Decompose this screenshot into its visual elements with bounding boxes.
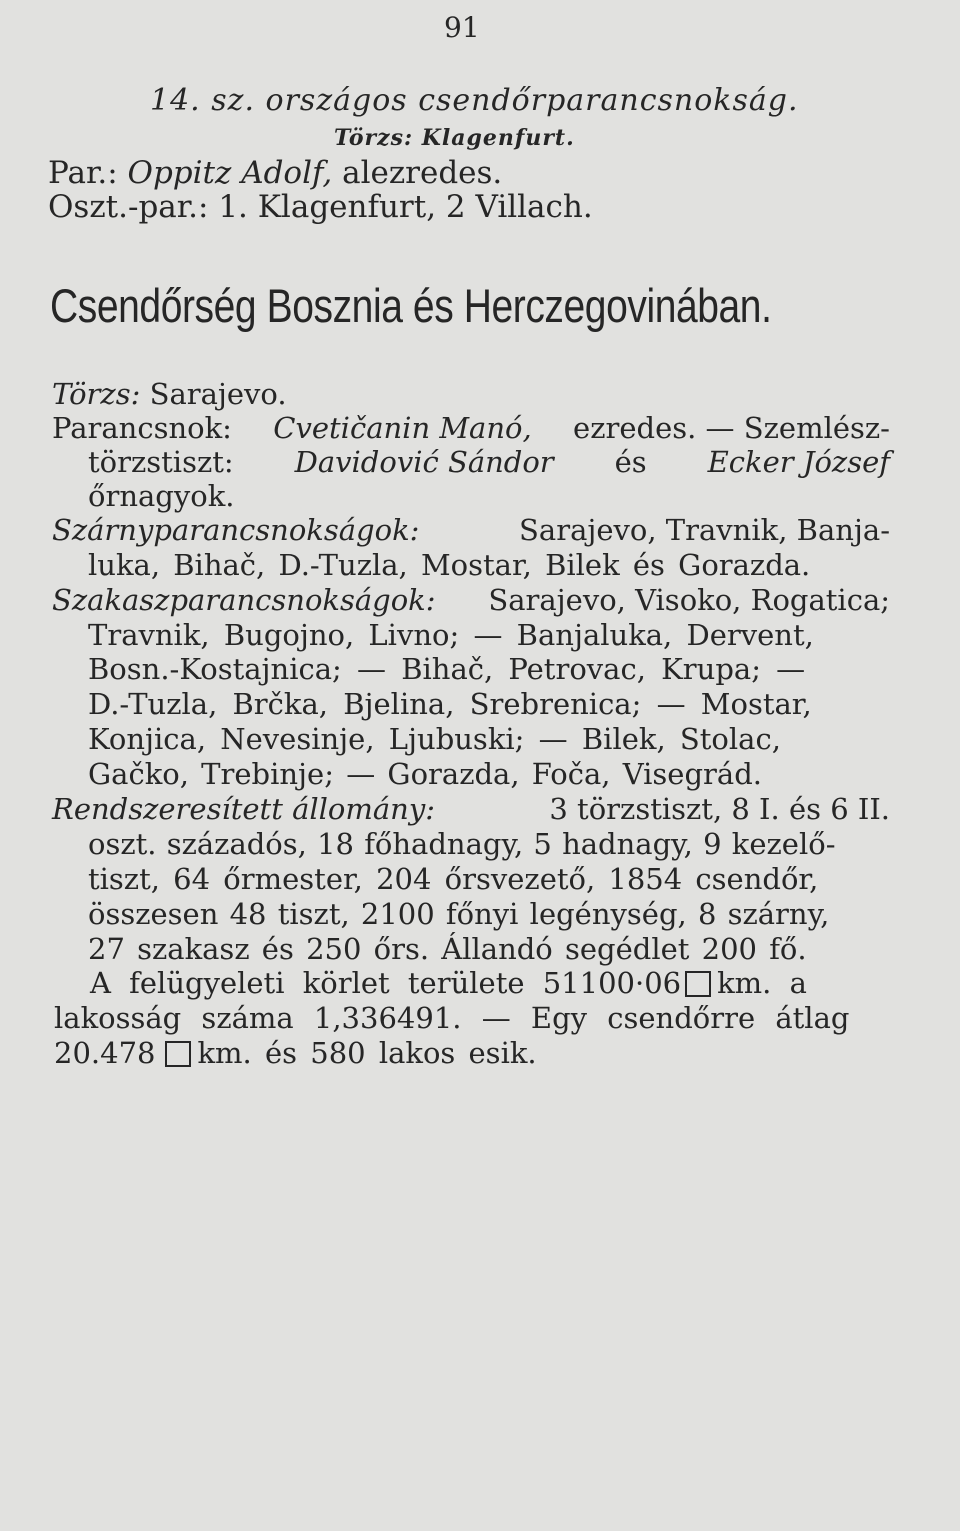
text-line-1 [52, 411, 890, 445]
text-span: törzstiszt: [88, 445, 234, 479]
text-line-14: tiszt, 64 őrmester, 204 őrsvezető, 1854 csendőr, [88, 862, 819, 896]
commander-name: Oppitz Adolf, [127, 155, 333, 191]
text-line-18: lakosság száma 1,336491. — Egy csendőrre átlag [54, 1001, 850, 1035]
text-line-15: összesen 48 tiszt, 2100 főnyi legénység, 8 szárny, [88, 897, 830, 931]
square-symbol [165, 1041, 191, 1067]
text-line-17 [90, 966, 807, 1000]
torzs-value: Sarajevo. [149, 377, 287, 411]
text-span: ezredes. — Szemlész- [573, 411, 890, 445]
osztpar-line: Oszt.-par.: 1. Klagenfurt, 2 Villach. [48, 189, 593, 225]
page-title: Csendőrség Bosznia és Herczegovinában. [50, 279, 772, 332]
text-span: 3 törzstiszt, 8 I. és 6 II. [549, 792, 890, 826]
text-line-8: Bosn.-Kostajnica; — Bihač, Petrovac, Krupa; — [88, 652, 806, 686]
label-parancsnok: Parancsnok: [52, 411, 232, 445]
text-line-13: oszt. századós, 18 főhadnagy, 5 hadnagy, 9 kezelő- [88, 827, 836, 861]
text-span: km. a [717, 966, 807, 1000]
text-line-19 [54, 1036, 537, 1070]
text-line-11: Gačko, Trebinje; — Gorazda, Foča, Visegrád. [88, 757, 762, 791]
commander-line [48, 155, 503, 191]
text-line-12 [52, 792, 890, 826]
torzs-line [52, 377, 287, 411]
text-span: Sarajevo, Travnik, Banja- [519, 513, 890, 547]
text-span: és [614, 445, 647, 479]
text-line-2 [88, 445, 890, 479]
torzs-label: Törzs: [52, 377, 141, 411]
text-span: 20.478 [54, 1036, 156, 1070]
text-span: A felügyeleti körlet területe 51100·06 [90, 966, 682, 1000]
text-line-16: 27 szakasz és 250 őrs. Állandó segédlet 200 fő. [88, 932, 807, 966]
text-span: km. és 580 lakos esik. [197, 1036, 537, 1070]
text-line-10: Konjica, Nevesinje, Ljubuski; — Bilek, Stolac, [88, 722, 781, 756]
square-symbol [685, 971, 711, 997]
commander-rank: alezredes. [342, 155, 503, 191]
officer-name: Davidović Sándor [294, 445, 554, 479]
text-line-9: D.-Tuzla, Brčka, Bjelina, Srebrenica; — Mostar, [88, 687, 812, 721]
text-span: Sarajevo, Visoko, Rogatica; [488, 583, 890, 617]
text-line-3: őrnagyok. [88, 479, 235, 513]
text-line-6 [52, 583, 890, 617]
commander-name-2: Cvetičanin Manó, [273, 411, 532, 445]
officer-name: Ecker József [707, 445, 890, 479]
text-line-7: Travnik, Bugojno, Livno; — Banjaluka, Dervent, [88, 618, 814, 652]
par-label: Par.: [48, 155, 118, 191]
label-szakasz: Szakaszparancsnokságok: [52, 583, 436, 617]
section-heading: 14. sz. országos csendőrparancsnokság. [150, 83, 799, 118]
torzs-klagenfurt: Törzs: Klagenfurt. [334, 125, 575, 151]
text-line-5: luka, Bihač, D.-Tuzla, Mostar, Bilek és Gorazda. [88, 548, 811, 582]
label-allomany: Rendszeresített állomány: [52, 792, 436, 826]
label-szarny: Szárnyparancsnokságok: [52, 513, 420, 547]
page-number: 91 [444, 11, 480, 44]
text-line-4 [52, 513, 890, 547]
